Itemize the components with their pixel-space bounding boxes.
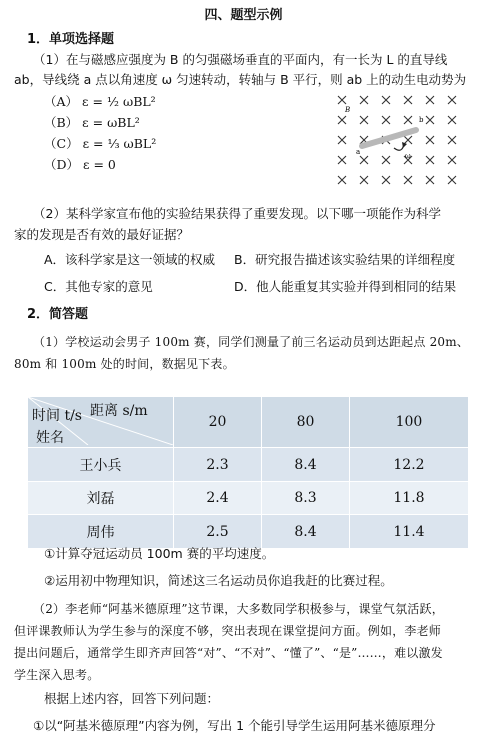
runner-name: 刘磊 (28, 482, 174, 515)
runner-name: 周伟 (28, 515, 174, 549)
field-cross (360, 96, 368, 104)
q2-option-a: A．该科学家是这一领域的权威 (44, 252, 216, 267)
label-omega: ω (405, 152, 411, 160)
corner-distance-label: 距离 s/m (90, 403, 148, 419)
field-cross (338, 96, 346, 104)
field-cross (382, 176, 390, 184)
field-cross (426, 176, 434, 184)
option-c: （C） ε = ⅓ ωBL² (44, 136, 157, 151)
answer-prompt: 根据上述内容，回答下列问题： (44, 691, 220, 706)
field-cross (338, 156, 346, 164)
field-cross (448, 136, 456, 144)
field-cross (382, 96, 390, 104)
corner-name-label: 姓名 (36, 430, 64, 446)
table-row (28, 448, 469, 482)
field-cross (448, 116, 456, 124)
field-cross (426, 116, 434, 124)
short-q2-line1: （2）李老师“阿基米德原理”这节课，大多数同学积极参与，课堂气氛活跃， (33, 602, 444, 616)
runner-name: 王小兵 (28, 448, 174, 482)
short-q1-line1: （1）学校运动会男子 100m 赛，同学们测量了前三名运动员到达距起点 20m、 (33, 335, 470, 349)
field-cross (448, 156, 456, 164)
time-cell: 11.4 (349, 515, 468, 549)
time-cell: 2.5 (174, 515, 262, 549)
field-cross (360, 116, 368, 124)
q1-text-line1: （1）在与磁感应强度为 B 的匀强磁场垂直的平面内，有一长为 L 的直导线 (33, 52, 448, 67)
field-cross (338, 116, 346, 124)
field-cross (426, 96, 434, 104)
time-cell: 8.4 (261, 515, 349, 549)
time-cell: 2.3 (174, 448, 262, 482)
field-cross (404, 116, 412, 124)
time-cell: 8.4 (261, 448, 349, 482)
time-cell: 12.2 (349, 448, 468, 482)
field-cross (382, 116, 390, 124)
table-corner-header (28, 397, 174, 448)
short-q2-line2: 但评课教师认为学生参与的深度不够，突出表现在课堂提问方面。例如，李老师 (14, 624, 442, 638)
label-B: B (345, 106, 351, 114)
part2-heading: 2．简答题 (27, 307, 89, 322)
field-cross (338, 136, 346, 144)
col-header-80: 80 (261, 397, 349, 448)
field-cross (448, 176, 456, 184)
option-d: （D） ε = 0 (44, 157, 116, 172)
field-cross (404, 136, 412, 144)
corner-time-label: 时间 t/s (32, 408, 82, 424)
short-q1-line2: 80m 和 100m 处的时间，数据见下表。 (14, 357, 235, 371)
q2-option-d: D．他人能重复其实验并得到相同的结果 (234, 279, 457, 294)
field-cross (382, 156, 390, 164)
label-b: b (419, 116, 424, 124)
col-header-100: 100 (349, 397, 468, 448)
race-time-table (27, 396, 469, 549)
short-q2-line3: 提出问题后，通常学生即齐声回答“对”、“不对”、“懂了”、“是”……，难以激发 (14, 646, 443, 660)
field-cross (404, 176, 412, 184)
label-a: a (356, 148, 361, 156)
field-cross (426, 136, 434, 144)
section-title: 四、题型示例 (204, 8, 283, 23)
part1-heading: 1．单项选择题 (27, 32, 115, 47)
option-a: （A） ε = ½ ωBL² (44, 94, 156, 109)
field-cross (360, 156, 368, 164)
sub-question-2: ②运用初中物理知识，简述这三名运动员你追我赶的比赛过程。 (44, 573, 393, 588)
short-q2-line4: 学生深入思考。 (14, 668, 100, 682)
q2-text-line2: 家的发现是否有效的最好证据？ (14, 227, 190, 242)
field-cross (338, 176, 346, 184)
field-crosses (338, 96, 456, 184)
option-b: （B） ε = ωBL² (44, 115, 140, 130)
field-cross (360, 176, 368, 184)
magnetic-field-figure (330, 92, 480, 192)
time-cell: 8.3 (261, 482, 349, 515)
table-row (28, 482, 469, 515)
field-cross (426, 156, 434, 164)
q2-option-c: C．其他专家的意见 (44, 279, 153, 294)
q1-text-line2: ab，导线绕 a 点以角速度 ω 匀速转动，转轴与 B 平行，则 ab 上的动生电动势为 (14, 72, 467, 87)
field-cross (448, 96, 456, 104)
sub-question-1: ①计算夺冠运动员 100m 赛的平均速度。 (44, 546, 275, 561)
time-cell: 2.4 (174, 482, 262, 515)
q2-text-line1: （2）某科学家宣布他的实验结果获得了重要发现。以下哪一项能作为科学 (33, 206, 441, 221)
time-cell: 11.8 (349, 482, 468, 515)
short-q2-sub1: ①以“阿基米德原理”内容为例，写出 1 个能引导学生运用阿基米德原理分 (33, 718, 436, 733)
col-header-20: 20 (174, 397, 262, 448)
field-cross (404, 96, 412, 104)
q2-option-b: B．研究报告描述该实验结果的详细程度 (234, 252, 456, 267)
